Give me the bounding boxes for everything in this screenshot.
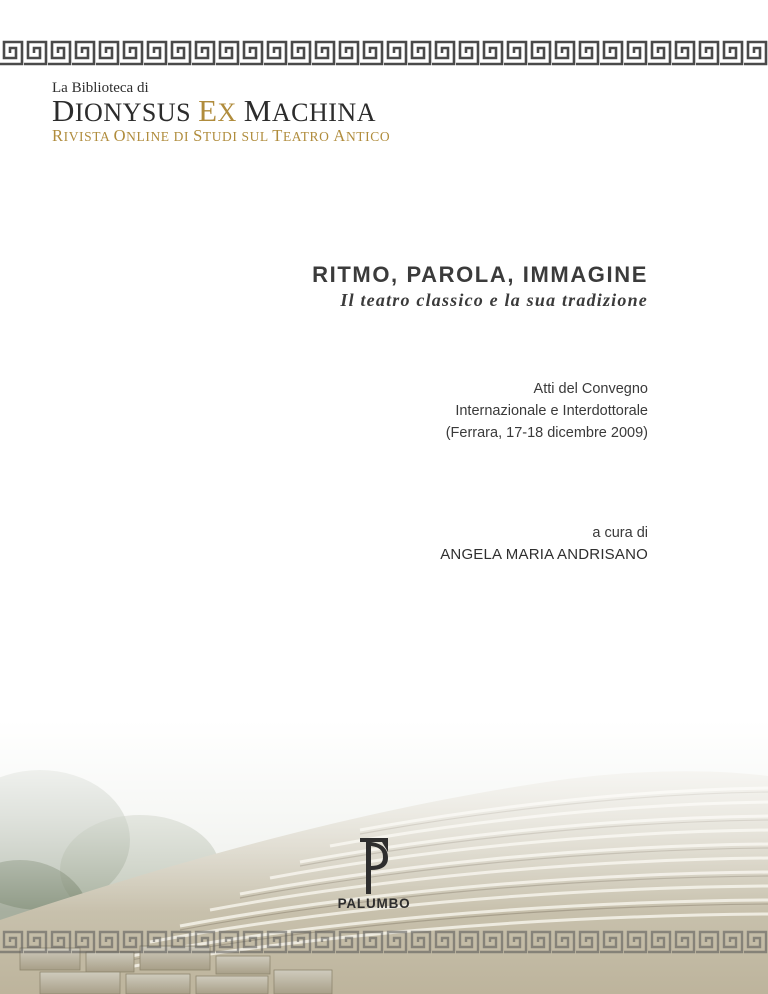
book-subtitle: Il teatro classico e la sua tradizione [340, 290, 648, 310]
series-prefix: La Biblioteca di [52, 80, 149, 96]
proceedings-note [446, 378, 648, 444]
publisher-name: PALUMBO [337, 896, 411, 911]
proceedings-line-3: (Ferrara, 17-18 dicembre 2009) [445, 425, 648, 441]
greek-key-border-bottom [0, 930, 768, 954]
editor-name: ANGELA MARIA ANDRISANO [440, 546, 648, 563]
series-title: DIONYSUS EX MACHINA [52, 93, 376, 128]
proceedings-line-1: Atti del Convegno [533, 381, 648, 397]
editor-block [440, 522, 648, 566]
palumbo-p-logo-icon [354, 838, 394, 894]
proceedings-line-2: Internazionale e Interdottorale [455, 403, 648, 419]
publisher-logo [326, 838, 422, 911]
editor-prefix: a cura di [592, 525, 648, 541]
greek-key-border-top [0, 40, 768, 66]
series-subtitle: RIVISTA ONLINE DI STUDI SUL TEATRO ANTICO [52, 126, 391, 145]
series-header [52, 80, 390, 145]
book-title: RITMO, PAROLA, IMMAGINE [312, 262, 648, 287]
